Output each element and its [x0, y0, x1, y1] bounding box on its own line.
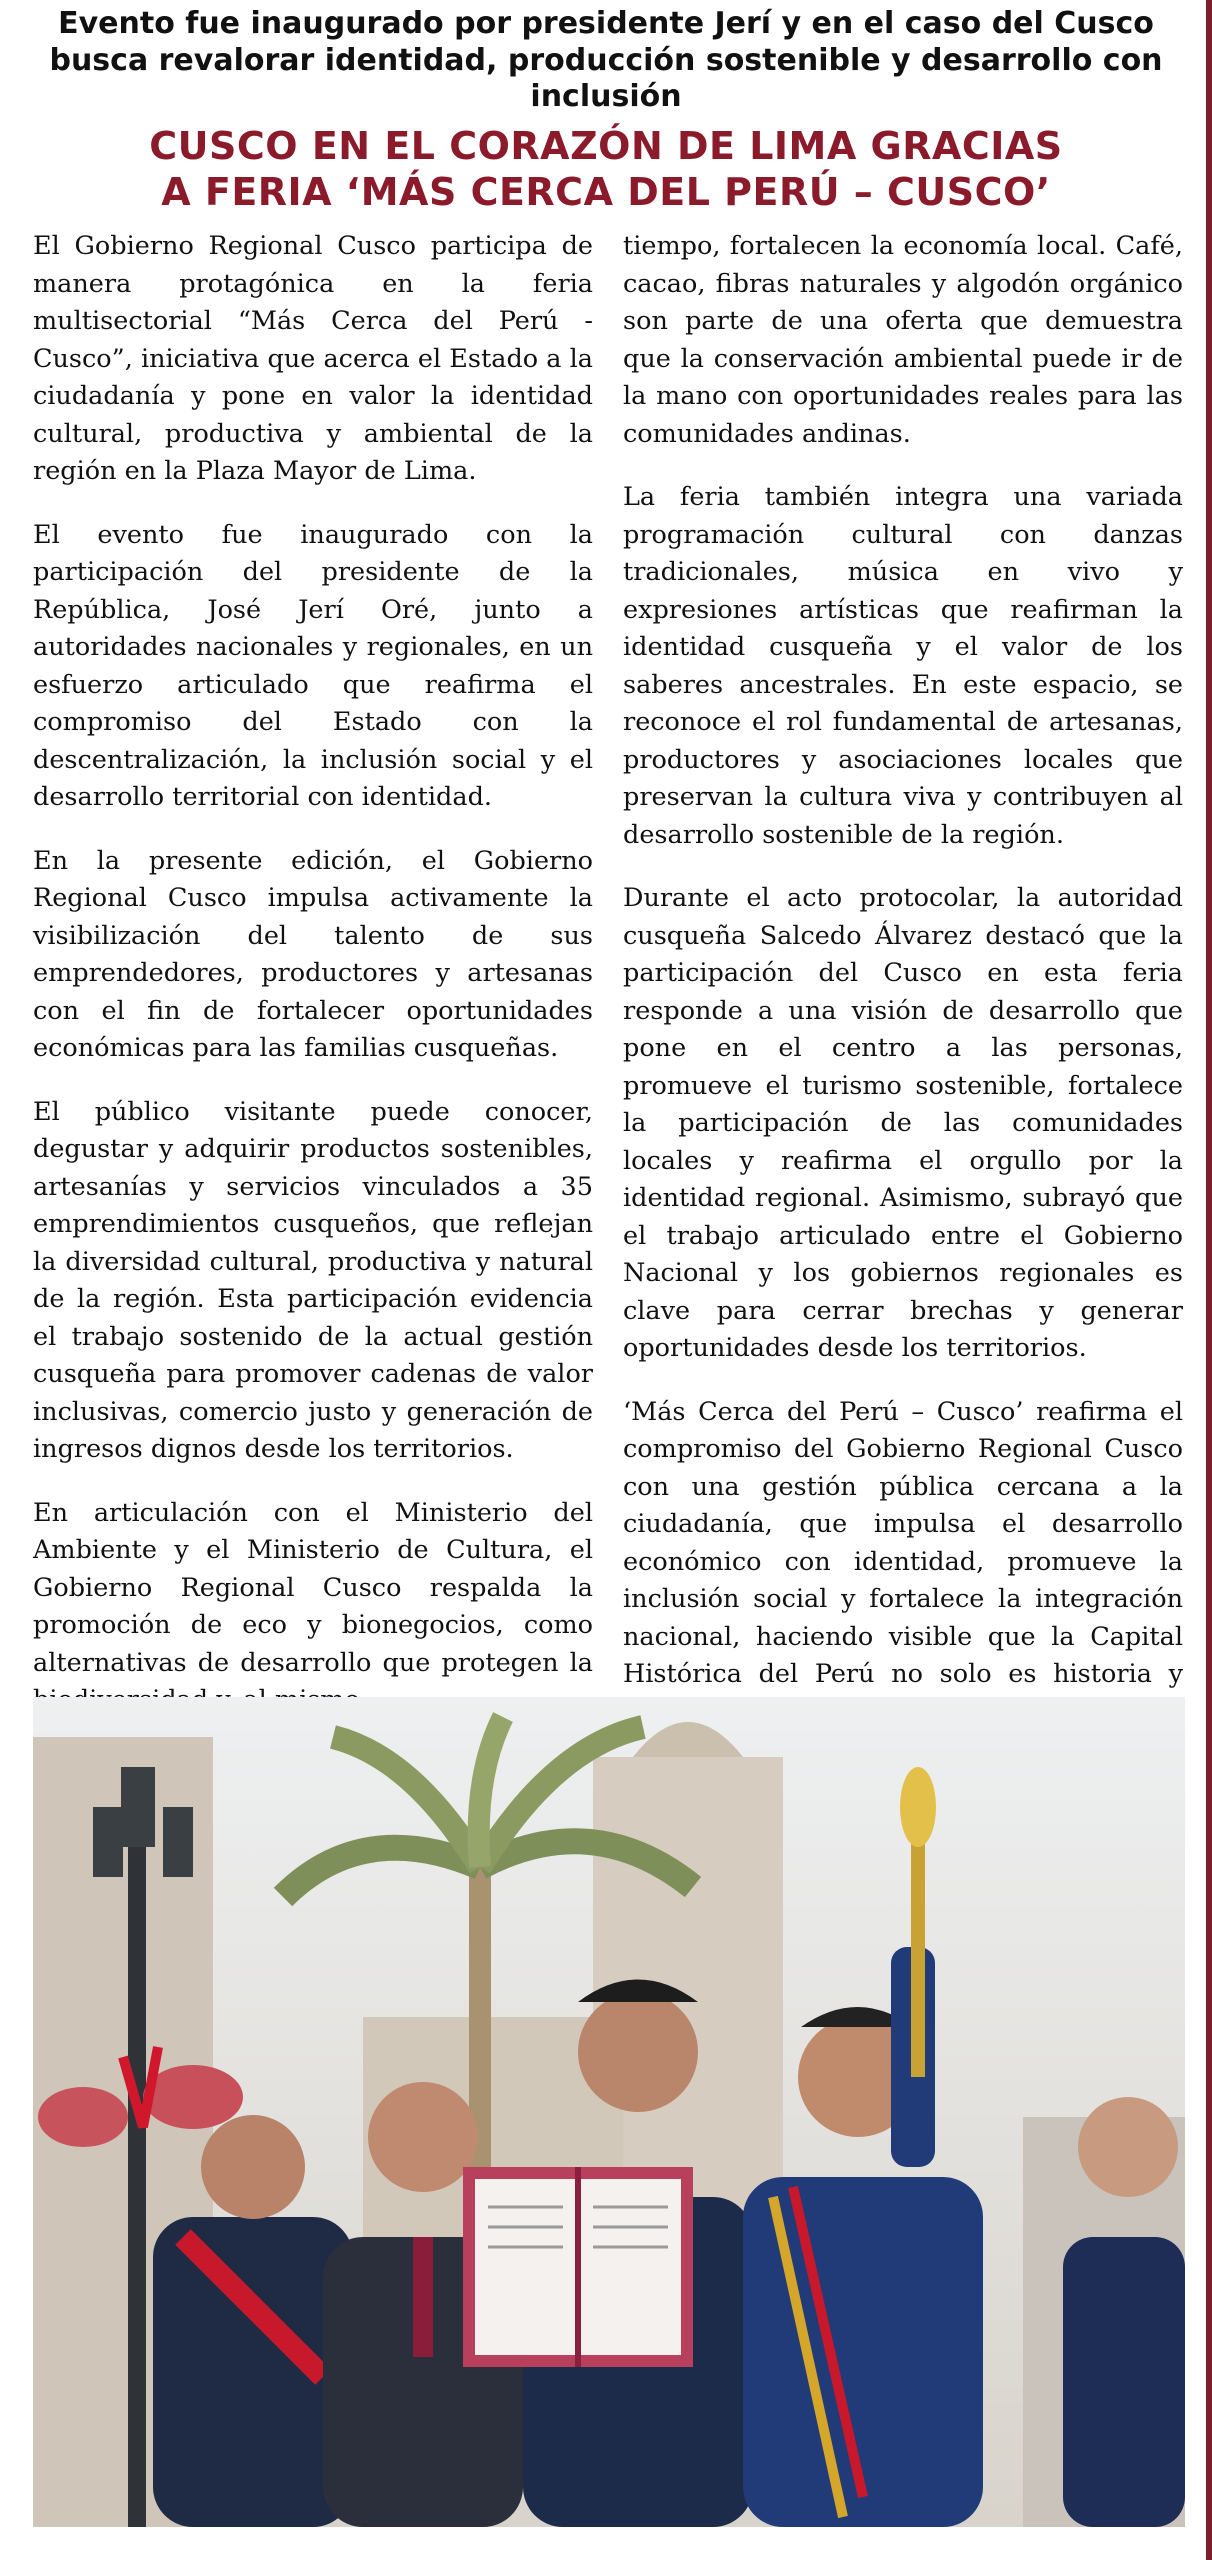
paragraph: ‘Más Cerca del Perú – Cusco’ reafirma el compromiso del Gobierno Regional Cusco con una gestión pública cercana a la ciudadanía, que impulsa el desarrollo económico con identidad, promueve la inclusión social y fortalece la integración nacional, haciendo visible que la Capital Histórica del Perú no solo es historia y [623, 1396, 1183, 1689]
page-edge-rule [1206, 0, 1212, 2560]
officials-photo-icon [33, 1697, 1185, 2527]
article-photo [33, 1697, 1185, 2527]
article-headline [40, 124, 1172, 215]
paragraph: Durante el acto protocolar, la autoridad cusqueña Salcedo Álvarez destacó que la participación del Cusco en esta feria responde a una visión de desarrollo que pone en el centro a las personas, promueve el turismo sostenible, fortalece la participación de las comunidades locales y reafirma el orgullo por la identidad regional. Asimismo, subrayó que el trabajo articulado entre el Gobierno Nacional y los gobiernos regionales es clave para cerrar brechas y generar oportunidades desde los territorios. [623, 883, 1183, 1363]
paragraph: tiempo, fortalecen la economía local. Café, cacao, fibras naturales y algodón orgánico son parte de una oferta que demuestra que la conservación ambiental puede ir de la mano con oportunidades reales para las comunidades andinas. [623, 231, 1183, 449]
paragraph: El Gobierno Regional Cusco participa de manera protagónica en la feria multisectorial “Más Cerca del Perú - Cusco”, iniciativa que acerca el Estado a la ciudadanía y pone en valor la identidad cultural, productiva y ambiental de la región en la Plaza Mayor de Lima. [33, 231, 593, 486]
headline-line-2: A FERIA ‘MÁS CERCA DEL PERÚ – CUSCO’ [161, 169, 1051, 214]
paragraph: En articulación con el Ministerio del Ambiente y el Ministerio de Cultura, el Gobierno Regional Cusco respalda la promoción de eco y bionegocios, como alternativas de desarrollo que protegen la [33, 1497, 593, 1678]
headline-line-1: CUSCO EN EL CORAZÓN DE LIMA GRACIAS [149, 124, 1063, 168]
paragraph: En la presente edición, el Gobierno Regional Cusco impulsa activamente la visibilización del talento de sus emprendedores, productores y artesanas con el fin de fortalecer oportunidades económicas para las familias cusqueñas. [33, 845, 593, 1063]
paragraph: La feria también integra una variada programación cultural con danzas tradicionales, música en vivo y expresiones artísticas que reafirman la identidad cusqueña y el valor de los saberes ancestrales. En este espacio, se reconoce el rol fundamental de artesanas, productores y asociaciones locales que preservan la cultura viva y contribuyen al desarrollo sostenible de la región. [623, 482, 1183, 850]
article-column-left [33, 228, 593, 1746]
paragraph: El público visitante puede conocer, degustar y adquirir productos sostenibles, artesanías y servicios vinculados a 35 emprendimientos cusqueños, que reflejan la diversidad cultural, productiva y natural de la región. Esta participación evidencia el trabajo sostenido de la actual gestión cusqueña para promover cadenas de valor inclusivas, comercio justo y generación de ingresos dignos desde los territorios. [33, 1096, 593, 1464]
paragraph: El evento fue inaugurado con la participación del presidente de la República, José Jerí Oré, junto a autoridades nacionales y regionales, en un esfuerzo articulado que reafirma el compromiso del Estado con la descentralización, la inclusión social y el desarrollo territorial con identidad. [33, 519, 593, 812]
article-kicker: Evento fue inaugurado por presidente Jerí y en el caso del Cusco busca revalorar identidad, producción sostenible y desarrollo con inclusión [49, 6, 1163, 115]
article-column-right [623, 228, 1183, 1795]
